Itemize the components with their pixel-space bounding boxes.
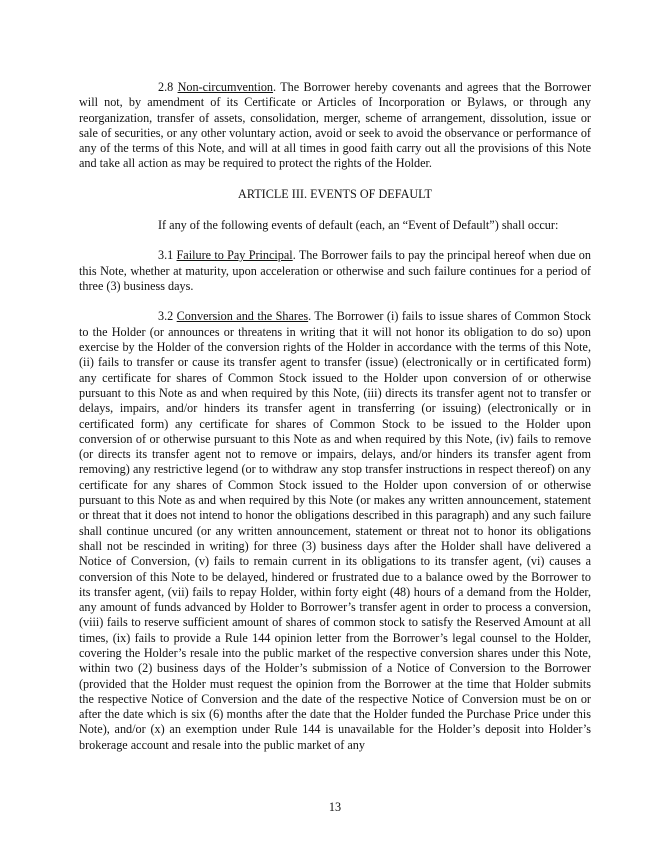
document-page — [79, 80, 591, 768]
section-2-8-number: 2.8 — [158, 80, 174, 94]
section-3-2-number: 3.2 — [158, 309, 174, 324]
section-3-1-paragraph — [79, 248, 591, 294]
section-3-2-body: . The Borrower (i) fails to issue shares of Common Stock to the Holder (or announces or threatens in writing that it will not honor its obligation to do so) upon exercise by the Holder of the conversion rights of the Holder in accordance with the terms of this Note, (ii) fails to transfer or cause its transfer agent to transfer (issue) (electronically or in certificated form) any certificate for shares of Common Stock issued to the Holder upon conversion of or otherwise pursuant to this Note as and when required by this Note, (iii) directs its transfer agent not to transfer or delays, impairs, and/or hinders its transfer agent in transferring (or issuing) (electronically or in certificated form) any certificate for shares of Common Stock to be issued to the Holder upon conversion of or otherwise pursuant to this Note as and when required by this Note, (iv) fails to remove (or directs its transfer agent not to remove or impairs, delays, and/or hinders its transfer agent from removing) any restrictive legend (or to withdraw any stop transfer instructions in respect thereof) on any certificate for any shares of Common Stock issued to the Holder upon conversion of or otherwise pursuant to this Note as and when required by this Note (or makes any written announcement, statement or threat that it does not intend to honor the obligations described in this paragraph) and any such failure shall continue uncured (or any written announcement, statement or threat not to honor its obligations shall not be rescinded in writing) for three (3) business days after the Holder shall have delivered a Notice of Conversion, (v) fails to remain current in its obligations to its transfer agent, (vi) causes a conversion of this Note to be delayed, hindered or frustrated due to a balance owed by the Borrower to its transfer agent, (vii) fails to repay Holder, within forty eight (48) hours of a demand from the Holder, any amount of funds advanced by Holder to Borrower’s transfer agent in order to process a conversion, (viii) fails to reserve sufficient amount of shares of common stock to satisfy the Reserved Amount at all times, (ix) fails to provide a Rule 144 opinion letter from the Borrower’s legal counsel to the Holder, covering the Holder’s resale into the public market of the respective conversion shares under this Note, within two (2) business days of the Holder’s submission of a Notice of Conversion to the Borrower (provided that the Holder must request the opinion from the Borrower at the time that Holder submits the respective Notice of Conversion and the date of the respective Notice of Conversion must be on or after the date which is six (6) months after the date that the Holder funded the Purchase Price under this Note), and/or (x) an exemption under Rule 144 is unavailable for the Holder’s deposit into Holder’s brokerage account and resale into the public market of any — [79, 309, 591, 752]
section-3-2-title: Conversion and the Shares — [176, 309, 309, 324]
section-3-1-title: Failure to Pay Principal — [176, 248, 293, 263]
page-number: 13 — [328, 800, 342, 814]
section-3-2-paragraph — [79, 309, 591, 753]
intro-paragraph: If any of the following events of default (each, an “Event of Default”) shall occur: — [158, 217, 559, 232]
article-heading: ARTICLE III. EVENTS OF DEFAULT — [238, 187, 432, 202]
section-2-8-body: . The Borrower hereby covenants and agrees that the Borrower will not, by amendment of its Certificate or Articles of Incorporation or Bylaws, or through any reorganization, transfer of assets, consolidation, merger, scheme of arrangement, dissolution, issue or sale of securities, or any other voluntary action, avoid or seek to avoid the observance or performance of any of the terms of this Note, and will at all times in good faith carry out all the provisions of this Note and take all action as may be required to protect the rights of the Holder. — [79, 80, 591, 171]
section-2-8-title: Non-circumvention — [177, 80, 274, 94]
section-2-8-paragraph — [79, 80, 591, 172]
section-3-1-body: . The Borrower fails to pay the principal hereof when due on this Note, whether at maturity, upon acceleration or otherwise and such failure continues for a period of three (3) business days. — [79, 248, 591, 293]
section-3-1-number: 3.1 — [158, 248, 174, 263]
